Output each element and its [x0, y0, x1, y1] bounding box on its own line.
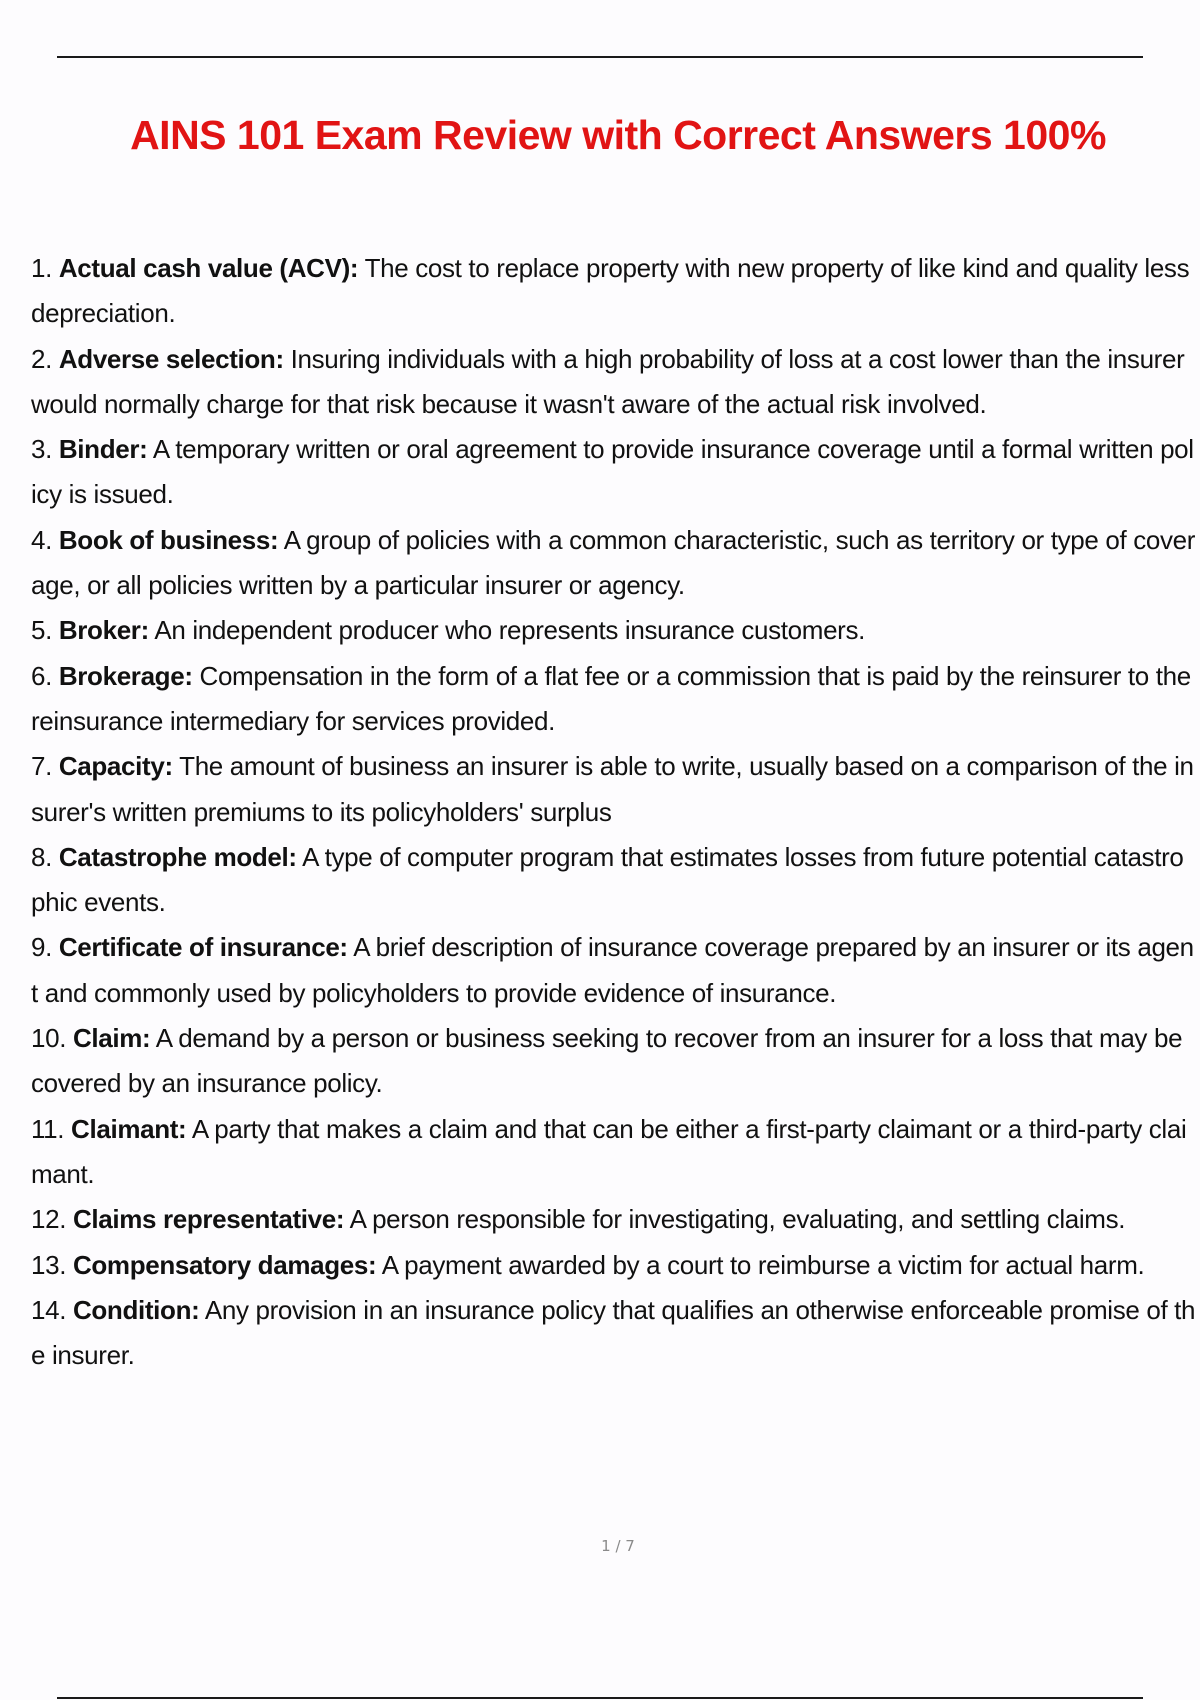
entry-term: Broker: [58, 615, 149, 646]
entry-definition: A type of computer program that estimates losses from future potential catastrophic events. [31, 841, 1184, 918]
entry-number: 13. [31, 1249, 67, 1280]
entry-number: 8. [31, 841, 52, 872]
entry-definition: A group of policies with a common characteristic, such as territory or type of coverage, or all policies written by a particular insurer or agency. [31, 524, 1196, 601]
document-title: AINS 101 Exam Review with Correct Answers 100% [130, 112, 1106, 158]
glossary-entry [31, 1016, 1196, 1107]
glossary-entry [31, 427, 1196, 518]
entry-term: Condition: [72, 1294, 200, 1325]
glossary-entry [31, 654, 1196, 745]
entry-term: Compensatory damages: [72, 1249, 377, 1280]
entry-term: Certificate of insurance: [58, 932, 348, 963]
entry-term: Brokerage: [58, 660, 193, 691]
glossary-entry [31, 246, 1196, 337]
glossary-entry [31, 1197, 1196, 1242]
page-number: 1 / 7 [601, 1537, 635, 1555]
entry-definition: A payment awarded by a court to reimburse a victim for actual harm. [381, 1249, 1145, 1280]
glossary-entry [31, 1107, 1196, 1198]
glossary-entry [31, 835, 1196, 926]
entry-definition: A temporary written or oral agreement to provide insurance coverage until a formal written policy is issued. [31, 434, 1194, 510]
entry-definition: Any provision in an insurance policy that qualifies an otherwise enforceable promise of the insurer. [31, 1294, 1196, 1371]
entry-number: 11. [31, 1113, 65, 1144]
entry-term: Capacity: [58, 751, 173, 782]
entry-definition: A brief description of insurance coverage prepared by an insurer or its agent and commonly used by policyholders to provide evidence of insurance. [31, 932, 1194, 1008]
glossary-entry [31, 337, 1196, 428]
entry-term: Catastrophe model: [58, 841, 297, 872]
entry-number: 4. [31, 524, 52, 555]
entry-number: 5. [31, 615, 52, 646]
entry-definition: The cost to replace property with new property of like kind and quality less depreciation. [31, 253, 1190, 329]
entry-definition: Insuring individuals with a high probability of loss at a cost lower than the insurer would normally charge for that risk because it wasn't aware of the actual risk involved. [31, 343, 1185, 419]
glossary-entry [31, 925, 1196, 1016]
entry-term: Claims representative: [72, 1204, 345, 1235]
entry-definition: A person responsible for investigating, evaluating, and settling claims. [349, 1204, 1126, 1235]
entry-number: 14. [31, 1294, 67, 1325]
glossary-entry [31, 744, 1196, 835]
entry-definition: Compensation in the form of a flat fee or a commission that is paid by the reinsurer to the reinsurance intermediary for services provided. [31, 660, 1191, 736]
glossary-entry [31, 518, 1196, 609]
glossary-entry [31, 1288, 1196, 1379]
entry-term: Actual cash value (ACV): [58, 253, 359, 283]
entry-definition: A party that makes a claim and that can be either a first-party claimant or a third-party claimant. [31, 1113, 1187, 1189]
entry-number: 12. [31, 1204, 67, 1235]
entry-term: Claimant: [71, 1113, 187, 1144]
entry-number: 10. [31, 1023, 67, 1054]
entry-number: 2. [31, 343, 52, 374]
entry-number: 7. [31, 751, 52, 782]
entry-term: Adverse selection: [58, 343, 284, 374]
entry-definition: A demand by a person or business seeking to recover from an insurer for a loss that may be covered by an insurance policy. [31, 1023, 1183, 1099]
entry-number: 9. [31, 932, 52, 963]
entry-term: Binder: [58, 434, 148, 465]
glossary-list [31, 246, 1196, 1378]
entry-number: 3. [31, 434, 52, 465]
entry-number: 6. [31, 660, 52, 691]
entry-number: 1. [31, 253, 52, 283]
entry-term: Claim: [72, 1023, 151, 1054]
bottom-divider [57, 1697, 1143, 1699]
entry-definition: The amount of business an insurer is able to write, usually based on a comparison of the insurer's written premiums to its policyholders' surplus [31, 751, 1194, 827]
glossary-entry [31, 608, 1196, 653]
entry-definition: An independent producer who represents insurance customers. [154, 615, 866, 646]
entry-term: Book of business: [58, 524, 279, 555]
glossary-entry [31, 1243, 1196, 1288]
top-divider [57, 56, 1143, 58]
